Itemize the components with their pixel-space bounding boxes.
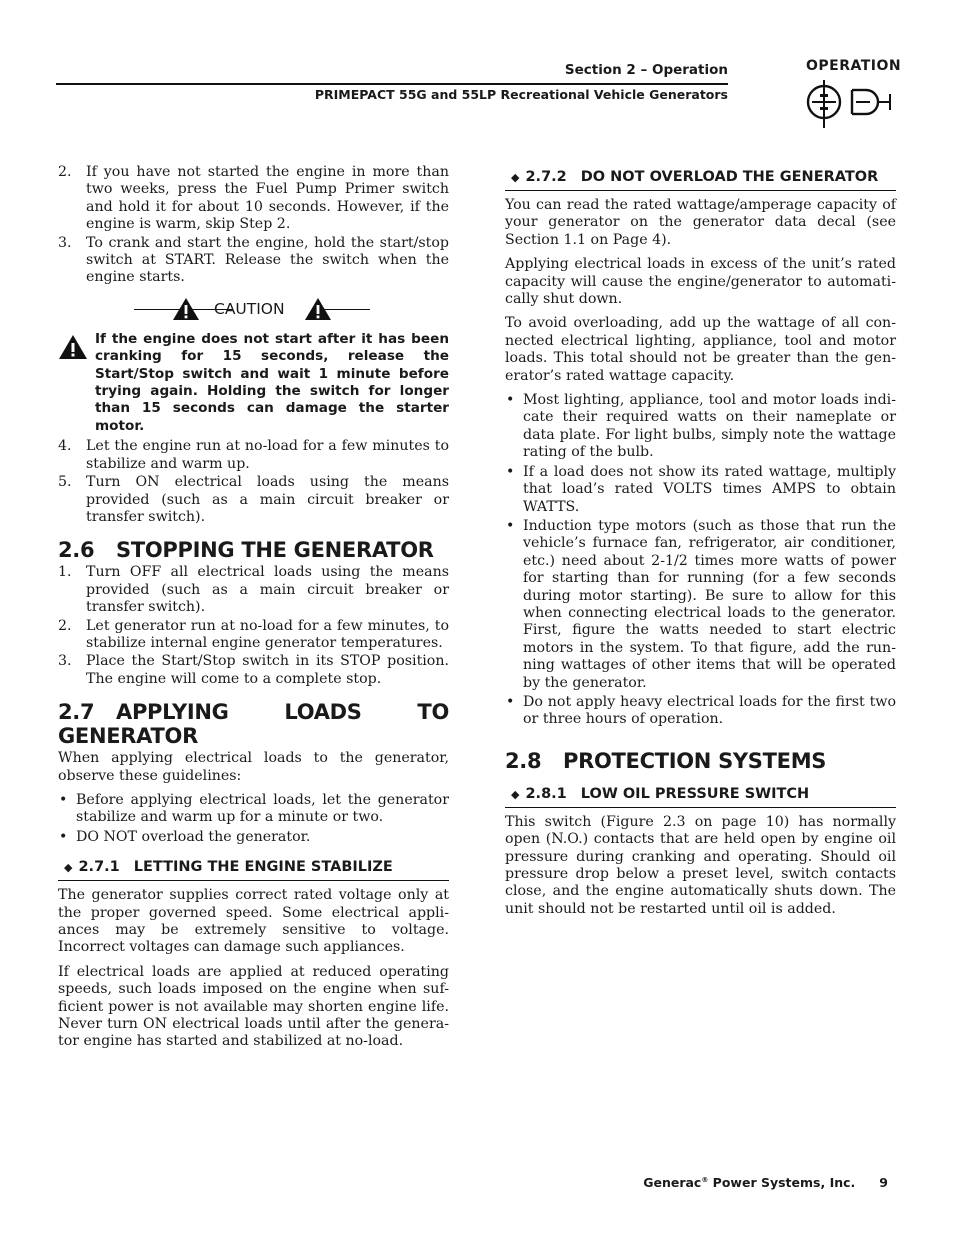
list-item: 2. If you have not started the engine in more than two weeks, press the Fuel Pump Primer switch and hold it for about 10 seconds. However, if the engine is warm, skip Step 2.: [58, 164, 449, 233]
paragraph: When applying electrical loads to the generator, observe these guidelines:: [58, 750, 449, 784]
section-heading: 2.7 APPLYING LOADS TO GENERATOR: [58, 700, 449, 749]
badge-label: OPERATION: [806, 58, 902, 74]
bullet-item: • If a load does not show its rated wattage, multiply that load’s rated VOLTS times AMPS to obtain WATTS.: [506, 463, 896, 515]
page-footer: Generac® Power Systems, Inc. 9: [643, 1175, 888, 1190]
page-number: 9: [879, 1175, 888, 1190]
header-rule: [56, 83, 728, 85]
paragraph: If electrical loads are applied at reduced operating speeds, such loads imposed on the engine when suf-ficient power is not available may shorten engine life. Never turn ON electrical loads until after the genera-tor engine has started and stabilized at no-load.: [58, 963, 449, 1050]
list-item: 3. Place the Start/Stop switch in its STOP position. The engine will come to a complete stop.: [58, 653, 449, 687]
bullet-item: • DO NOT overload the generator.: [59, 828, 311, 845]
caution-heading: [58, 295, 449, 325]
subsection-heading: ◆ 2.7.1 LETTING THE ENGINE STABILIZE: [58, 858, 449, 881]
list-item: 1. Turn OFF all electrical loads using the means provided (such as a main circuit breaker or transfer switch).: [58, 564, 449, 616]
list-item: 5. Turn ON electrical loads using the means provided (such as a main circuit breaker or transfer switch).: [58, 474, 449, 525]
switch-symbol-icon: [804, 78, 900, 130]
section-title: Section 2 – Operation: [564, 62, 728, 78]
right-column: [505, 164, 896, 925]
operation-badge: [804, 58, 900, 132]
warning-icon: [58, 334, 88, 360]
diamond-icon: ◆: [64, 861, 73, 875]
section-heading: 2.6 STOPPING THE GENERATOR: [58, 538, 434, 563]
paragraph: Applying electrical loads in excess of the unit’s rated capacity will cause the engine/generator to automati-cally shut down.: [505, 256, 896, 308]
paragraph: You can read the rated wattage/amperage capacity of your generator on the generator data decal (see Section 1.1 on Page 4).: [505, 197, 896, 248]
subsection-heading: ◆ 2.7.2 DO NOT OVERLOAD THE GENERATOR: [505, 168, 896, 191]
list-item: 4. Let the engine run at no-load for a few minutes to stabilize and warm up.: [58, 438, 449, 472]
paragraph: This switch (Figure 2.3 on page 10) has normally open (N.O.) contacts that are held open by engine oil pressure during cranking and operating. Should oil pressure drop below a preset level, switch contacts close, and the engine automatically shuts down. The unit should not be restarted until oil is added.: [505, 813, 896, 917]
bullet-item: • Before applying electrical loads, let the generator stabilize and warm up for a minute or two.: [59, 791, 449, 826]
diamond-icon: ◆: [511, 171, 520, 184]
section-heading: 2.8 PROTECTION SYSTEMS: [505, 748, 827, 773]
warning-icon: [172, 297, 200, 321]
bullet-item: • Most lighting, appliance, tool and motor loads indi-cate their required watts on their nameplate or data plate. For light bulbs, simply note the wattage rating of the bulb.: [506, 392, 896, 461]
caution-label: CAUTION: [214, 299, 285, 318]
subsection-heading: ◆ 2.8.1 LOW OIL PRESSURE SWITCH: [505, 785, 896, 808]
list-item: 2. Let generator run at no-load for a few minutes, to stabilize internal engine generator temperatures.: [58, 617, 449, 651]
list-item: 3. To crank and start the engine, hold the start/stop switch at START. Release the switch when the engine starts.: [58, 234, 449, 286]
bullet-item: • Do not apply heavy electrical loads for the first two or three hours of operation.: [506, 693, 896, 728]
bullet-item: • Induction type motors (such as those that run the vehicle’s furnace fan, refrigerator, air conditioner, etc.) need about 2-1/2 times more watts of power for starting than for running (for a few seconds during motor starting). Be sure to allow for this when connecting electrical loads to the generator. First, figure the watts needed to start electric motors in the system. To that figure, add the run-ning wattages of other items that will be operated by the generator.: [506, 517, 896, 691]
product-title: PRIMEPACT 55G and 55LP Recreational Vehicle Generators: [314, 87, 728, 102]
paragraph: To avoid overloading, add up the wattage of all con-nected electrical lighting, appliance, tool and motor loads. This total should not be greater than the gen-erator’s rated wattage capacity.: [505, 315, 896, 384]
caution-text: If the engine does not start after it has been cranking for 15 seconds, release the Start/Stop switch and wait 1 minute before trying again. Holding the switch for longer than 15 seconds can damage the starter motor.: [58, 331, 449, 435]
left-column: [58, 164, 449, 1058]
paragraph: The generator supplies correct rated voltage only at the proper governed speed. Some electrical appli-ances may be extremely sensitive to voltage. Incorrect voltages can damage such appliances.: [58, 887, 449, 956]
diamond-icon: ◆: [511, 787, 520, 801]
